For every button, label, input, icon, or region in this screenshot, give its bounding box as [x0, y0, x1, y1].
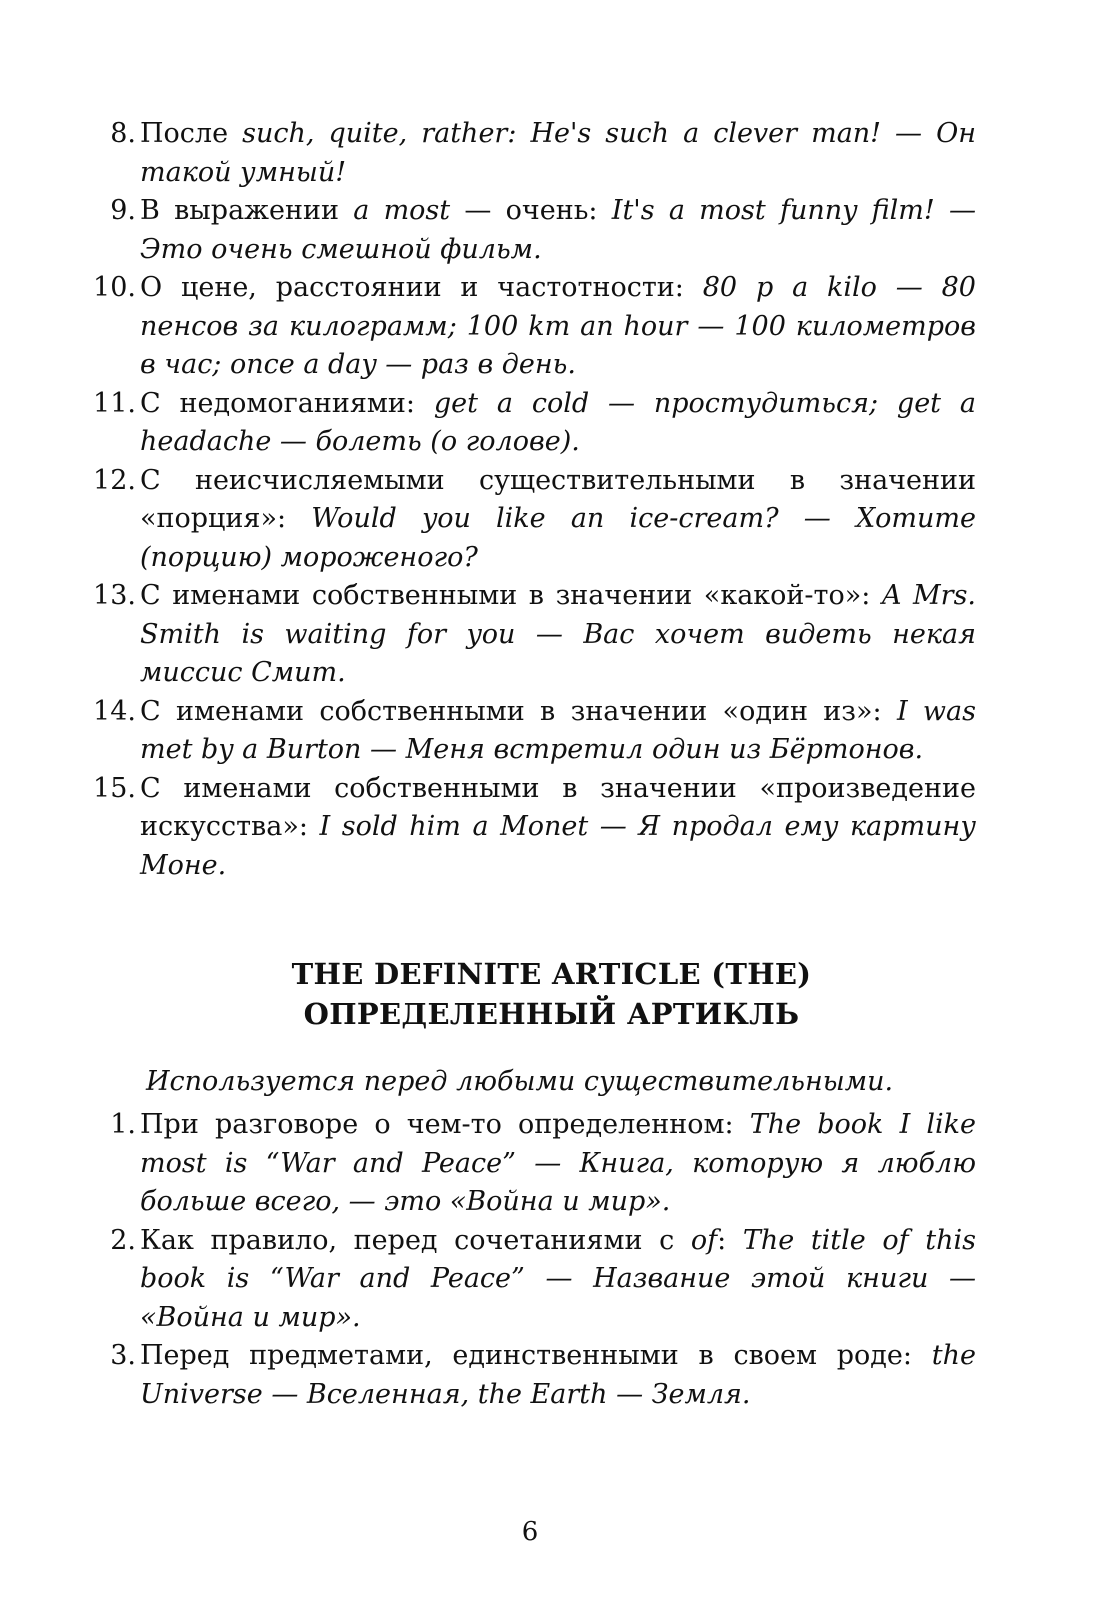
- rule-text: — очень:: [450, 195, 612, 226]
- list-item: [78, 1106, 976, 1222]
- list-item-text: [140, 195, 976, 265]
- list-item: [78, 462, 976, 578]
- example-text: such, quite, rather: He's such a clever man! — Он такой умный!: [140, 118, 977, 188]
- example-text: I was met by a Burton — Меня встретил один из Бёртонов.: [140, 695, 976, 765]
- example-text: It's a most funny film! — Это очень смешной фильм.: [140, 195, 976, 265]
- list-item: [78, 770, 976, 886]
- list-item: [78, 269, 976, 385]
- list-item-number: 13.: [93, 580, 136, 611]
- section-heading-russian: ОПРЕДЕЛЕННЫЙ АРТИКЛЬ: [303, 997, 800, 1031]
- list-item-text: [140, 1109, 976, 1217]
- list-item: [78, 192, 976, 269]
- list-item: [78, 1337, 976, 1414]
- example-text: The title of this book is “War and Peace” — Название этой книги — «Война и мир».: [140, 1224, 977, 1333]
- list-item-text: [140, 1225, 976, 1333]
- page-number: 6: [521, 1517, 539, 1547]
- rule-text: Как правило, перед сочетаниями с: [140, 1224, 691, 1256]
- rule-text: С именами собственными в значении «один из»:: [140, 695, 897, 727]
- example-text: get a cold — простудиться; get a headache — болеть (о голове).: [140, 387, 976, 457]
- rule-text: С именами собственными в значении «произведение искусства»:: [140, 772, 976, 842]
- list-item: [78, 1222, 976, 1338]
- rule-text: С недомоганиями:: [140, 387, 434, 419]
- usage-list-definite: [78, 1106, 976, 1414]
- usage-list-indefinite: [78, 115, 976, 885]
- list-item: [78, 385, 976, 462]
- list-item-text: [140, 580, 976, 688]
- rule-text: С именами собственными в значении «какой-то»:: [140, 580, 882, 611]
- list-item-number: 2.: [110, 1224, 136, 1256]
- example-text: of: [690, 1224, 718, 1256]
- example-text: 80 p a kilo — 80 пенсов за килограмм; 100 km an hour — 100 километров в час; once a day — раз в день.: [140, 272, 976, 380]
- list-item-number: 12.: [93, 464, 136, 496]
- rule-text: О цене, расстоянии и частотности:: [140, 272, 703, 303]
- list-item-text: [140, 465, 976, 573]
- list-item: [78, 693, 976, 770]
- list-item-text: [140, 272, 976, 380]
- list-item-number: 15.: [93, 772, 136, 804]
- list-item-number: 14.: [93, 695, 136, 727]
- example-text: I sold him a Monet — Я продал ему картину Моне.: [140, 811, 976, 881]
- rule-text: :: [717, 1224, 743, 1256]
- list-item-number: 10.: [93, 272, 136, 303]
- list-item-text: [140, 696, 976, 766]
- rule-text: С неисчисляемыми существительными в значении «порция»:: [140, 464, 976, 534]
- rule-text: При разговоре о чем-то определенном:: [140, 1109, 750, 1140]
- list-item: [78, 115, 976, 192]
- example-text: Would you like an ice-cream? — Хотите (порцию) мороженого?: [140, 503, 976, 573]
- example-text: the Universe — Вселенная, the Earth — Земля.: [140, 1340, 976, 1410]
- list-item-text: [140, 1340, 976, 1410]
- rule-text: В выражении: [140, 195, 354, 226]
- list-item-number: 9.: [110, 195, 136, 226]
- list-item-text: [140, 773, 976, 881]
- example-text: a most: [353, 195, 451, 226]
- section-intro: Используется перед любыми существительными.: [146, 1066, 894, 1097]
- list-item-number: 1.: [110, 1109, 136, 1140]
- rule-text: Перед предметами, единственными в своем роде:: [140, 1340, 932, 1371]
- section-heading-english: THE DEFINITE ARTICLE (THE): [291, 957, 812, 991]
- list-item-number: 8.: [110, 118, 136, 149]
- rule-text: После: [140, 118, 243, 149]
- list-item: [78, 577, 976, 693]
- list-item-number: 3.: [110, 1340, 136, 1371]
- list-item-text: [140, 388, 976, 458]
- list-item-text: [140, 118, 976, 188]
- example-text: The book I like most is “War and Peace” — Книга, которую я люблю больше всего, — это «Война и мир».: [140, 1109, 976, 1217]
- example-text: A Mrs. Smith is waiting for you — Вас хочет видеть некая миссис Смит.: [140, 580, 977, 688]
- list-item-number: 11.: [93, 387, 136, 419]
